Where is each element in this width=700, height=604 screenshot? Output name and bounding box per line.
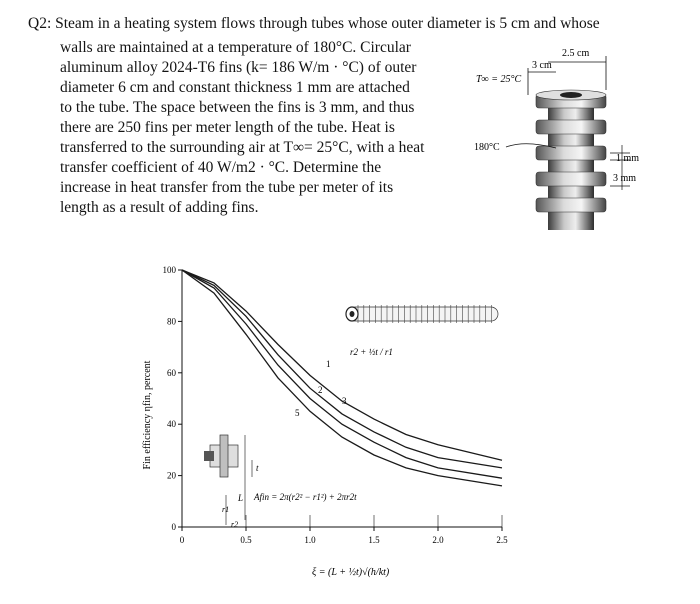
x-tick-label: 2.0 <box>432 535 444 545</box>
y-tick-label: 80 <box>167 316 176 327</box>
fin-efficiency-chart <box>130 255 530 595</box>
fin-t-label: t <box>256 463 259 473</box>
y-tick-label: 40 <box>167 419 176 430</box>
y-tick-label: 20 <box>167 470 176 481</box>
problem-line: diameter 6 cm and constant thickness 1 mm are attached <box>60 79 410 96</box>
series-line-2 <box>182 270 502 468</box>
dimension-2-5cm <box>548 48 606 90</box>
series-label-3: 3 <box>342 396 347 406</box>
dim-2-5cm-text: 2.5 cm <box>562 48 590 59</box>
wall-temp-label: 180°C <box>474 142 500 153</box>
finned-tube-figure <box>470 40 680 240</box>
y-tick-label: 100 <box>162 265 176 275</box>
problem-line: aluminum alloy 2024-T6 fins (k= 186 W/m · °C) of outer <box>60 59 417 76</box>
fin-spacing-label: 3 mm <box>613 173 637 184</box>
y-tick-label: 0 <box>171 522 176 532</box>
y-axis-label: Fin efficiency ηfin, percent <box>142 360 153 470</box>
x-tick-label: 0 <box>179 535 185 545</box>
fin <box>536 146 606 160</box>
fin <box>536 120 606 134</box>
x-tick-label: 1.5 <box>368 535 380 545</box>
dim-3cm-text: 3 cm <box>532 60 552 71</box>
problem-line: length as a result of adding fins. <box>60 199 259 216</box>
series-label-5: 5 <box>295 408 300 418</box>
problem-line: walls are maintained at a temperature of 180°C. Circular <box>60 39 411 56</box>
fin-r2-label: r2 <box>231 520 239 529</box>
dimension-3cm <box>528 60 556 95</box>
problem-line: to the tube. The space between the fins is 3 mm, and thus <box>60 99 415 116</box>
area-formula: Afin = 2π(r2² − r1²) + 2πr2t <box>254 492 357 502</box>
x-ticks <box>180 527 508 545</box>
grid <box>246 515 502 527</box>
fin-geometry-inset <box>204 435 357 529</box>
finned-tube-icon <box>346 305 498 323</box>
fin-dimensions <box>610 145 639 190</box>
ambient-temp-label: T∞ = 25°C <box>476 74 522 85</box>
fin <box>536 172 606 186</box>
fin <box>536 198 606 212</box>
fin-L-label: L <box>238 493 244 503</box>
fin-thickness-label: 1 mm <box>616 153 640 164</box>
ratio-annotation: r2 + ½t / r1 <box>350 347 393 357</box>
series-label-1: 1 <box>326 359 331 369</box>
x-tick-label: 1.0 <box>304 535 316 545</box>
problem-line: transfer coefficient of 40 W/m2 · °C. Determine the <box>60 159 382 176</box>
x-axis-label: ξ = (L + ½t)√(h/kt) <box>312 567 390 578</box>
x-tick-label: 0.5 <box>240 535 252 545</box>
y-ticks <box>163 265 183 532</box>
problem-line: there are 250 fins per meter length of the tube. Heat is <box>60 119 395 136</box>
y-tick-label: 60 <box>167 367 176 378</box>
series-line-1 <box>182 270 502 460</box>
fin-r1-label: r1 <box>222 505 230 514</box>
problem-line: transferred to the surrounding air at T∞= 25°C, with a heat <box>60 139 425 156</box>
x-tick-label: 2.5 <box>496 535 508 545</box>
problem-line: Q2: Steam in a heating system flows through tubes whose outer diameter is 5 cm and whose <box>28 15 600 32</box>
series-label-2: 2 <box>318 385 323 395</box>
problem-line: increase in heat transfer from the tube per meter of its <box>60 179 394 196</box>
